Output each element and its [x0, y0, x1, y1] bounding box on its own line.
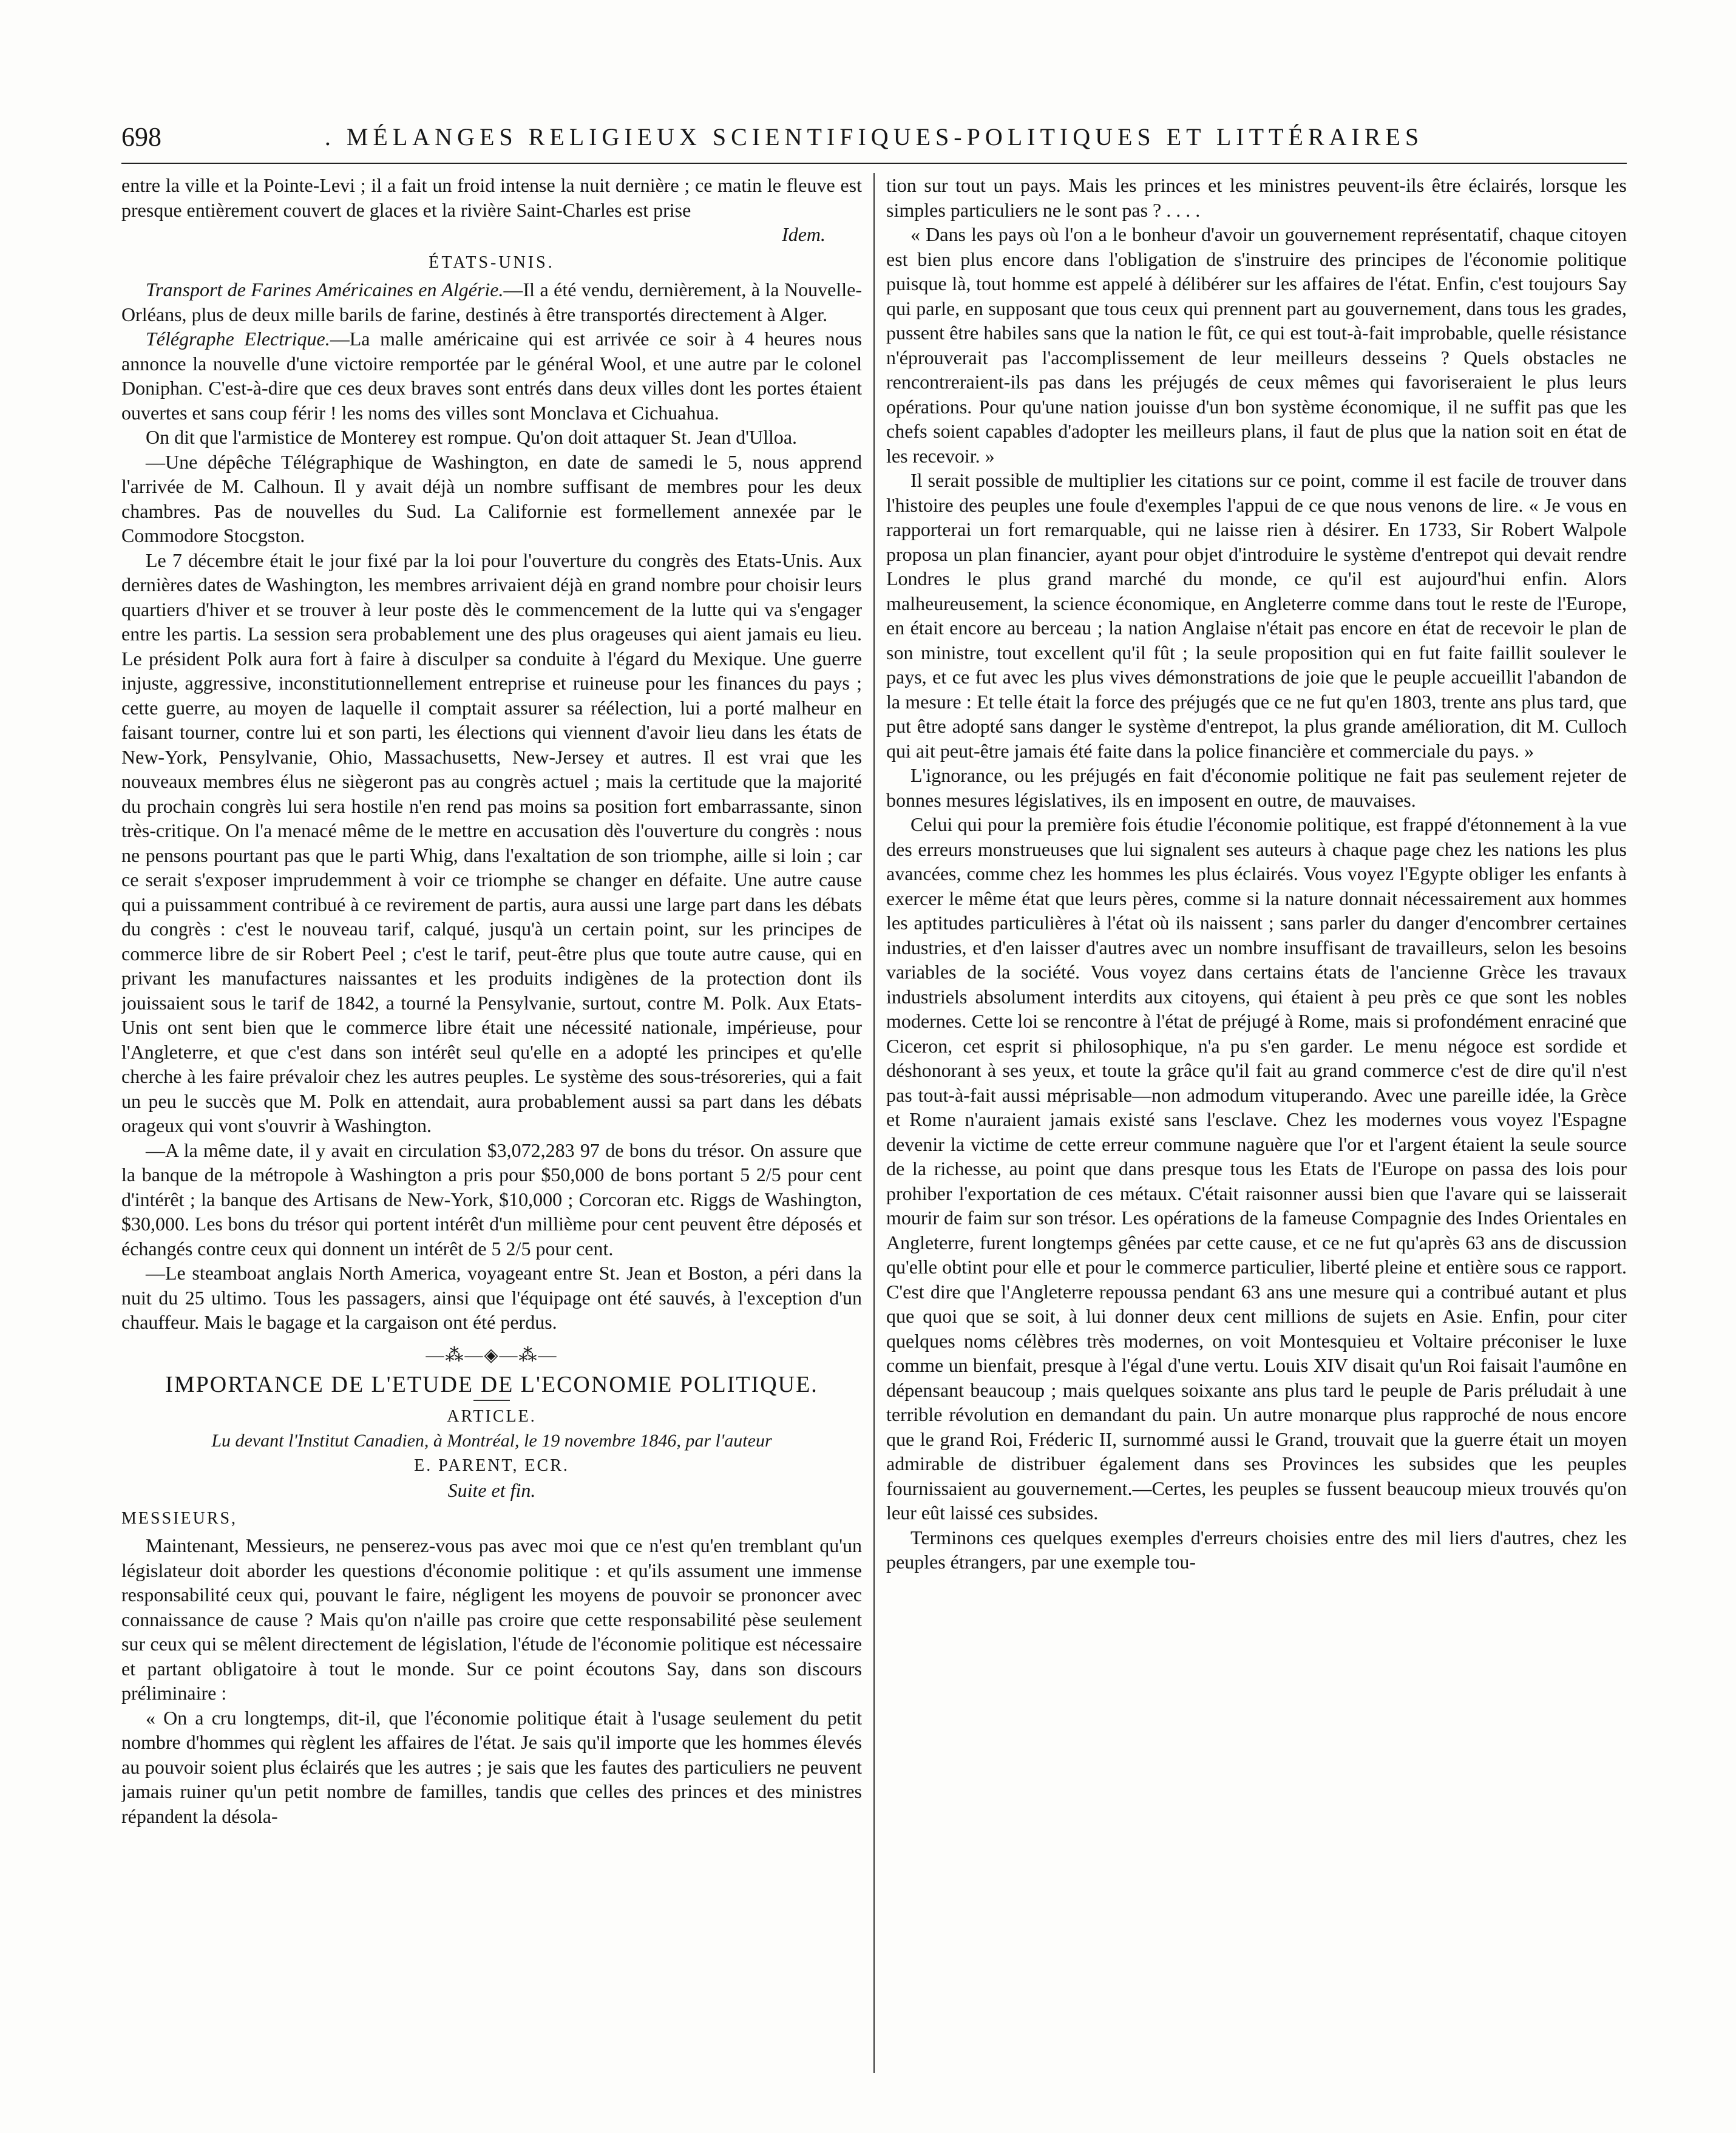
salutation: MESSIEURS,	[121, 1508, 238, 1528]
left-column	[121, 173, 862, 2073]
column-divider	[873, 173, 875, 2073]
paragraph: Le 7 décembre était le jour fixé par la loi pour l'ouverture du congrès des Etats-Unis. Aux dernières dates de Washington, les membres arrivaient déjà en grand nombre pour choisir leurs quartiers d'hiver et se trouver à leur poste dès le commencement de la lutte qui va s'engager entre les partis. La session sera probablement une des plus orageuses qui aient jamais eu lieu. Le président Polk aura fort à faire à disculper sa conduite à l'égard du Mexique. Une guerre injuste, aggressive, inconstitutionnellement entreprise et ruineuse pour les finances du pays ; cette guerre, au moyen de laquelle il comptait assurer sa réélection, lui a porté malheur en faisant tourner, contre lui et son parti, les élections qui viennent d'avoir lieu dans les états de New-York, Pensylvanie, Ohio, Massachusetts, New-Jersey et autres. Il est vrai que les nouveaux membres élus ne siègeront pas au congrès actuel ; mais la certitude que la majorité du prochain congrès lui sera hostile n'en rend pas moins sa position fort embarrassante, sinon très-critique. On l'a menacé même de le mettre en accusation dès l'ouverture du congrès : nous ne pensons pourtant pas que le parti Whig, dans l'exaltation de son triomphe, aille si loin ; car ce serait s'exposer imprudemment à voir ce triomphe se changer en défaite. Une autre cause qui a puissamment contribué à ce revirement de partis, aura aussi une large part dans les débats du congrès : c'est le nouveau tarif, calqué, jusqu'à un certain point, sur les principes de commerce libre de sir Robert Peel ; c'est le tarif, peut-être plus que toute autre cause, qui en privant les manufactures naissantes et les produits indigènes de la protection dont ils jouissaient sous le tarif de 1842, a tourné la Pensylvanie, surtout, contre M. Polk. Aux Etats-Unis ont sent bien que le commerce libre était une nécessité nationale, impérieuse, pour l'Angleterre, et que c'est dans son intérêt seul qu'elle en a adopté les principes et qu'elle cherche à les faire prévaloir chez les autres peuples. Le système des sous-trésoreries, qui a fait un peu le succès que M. Polk en attendait, aura probablement aussi sa part dans les débats orageux qui vont s'ouvrir à Washington.	[121, 549, 862, 1136]
paragraph: « On a cru longtemps, dit-il, que l'économie politique était à l'usage seulement du petit nombre d'hommes qui règlent les affaires de l'état. Je sais qu'il importe que les hommes élevés au pouvoir soient plus éclairés que les autres ; je sais que les fautes des particuliers ne peuvent jamais ruiner qu'un petit nombre de familles, tandis que celles des princes et des ministres répandent la désola-	[121, 1706, 862, 1827]
page-number: 698	[121, 122, 161, 152]
article-label: ARTICLE.	[447, 1406, 537, 1426]
paragraph: —A la même date, il y avait en circulation $3,072,283 97 de bons du trésor. On assure que la banque de la métropole à Washington a pris pour $50,000 de bons portant 5 2/5 pour cent d'intérêt ; la banque des Artisans de New-York, $10,000 ; Corcoran etc. Riggs de Washington, $30,000. Les bons du trésor qui portent intérêt d'un millième pour cent peuvent être déposés et échangés contre ceux qui donnent un intérêt de 5 2/5 pour cent.	[121, 1139, 862, 1260]
article-byline: Lu devant l'Institut Canadien, à Montréal, le 19 novembre 1846, par l'auteur	[211, 1431, 772, 1451]
paragraph: Maintenant, Messieurs, ne penserez-vous pas avec moi que ce n'est qu'en tremblant qu'un législateur doit aborder les questions d'économie politique : et qu'ils assument une immense responsabilité ceux qui, pouvant le faire, négligent les moyens de pouvoir se prononcer avec connaissance de cause ? Mais qu'on n'aille pas croire que cette responsabilité pèse seulement sur ceux qui se mêlent directement de législation, l'étude de l'économie politique est nécessaire et partant obligatoire à tout le monde. Sur ce point écoutons Say, dans son discours préliminaire :	[121, 1534, 862, 1704]
paragraph: « Dans les pays où l'on a le bonheur d'avoir un gouvernement représentatif, chaque citoyen est bien plus encore dans l'obligation de s'instruire des principes de l'économie politique puisque là, tout homme est appelé à délibérer sur les affaires de l'état. Enfin, c'est toujours Say qui parle, en supposant que tous ceux qui prennent part au gouvernement, dans tous les grades, pussent être habiles sans que la nation le fût, ce qui est tout-à-fait improbable, quelle résistance n'éprouverait pas l'accomplissement de leur meilleurs desseins ? Quels obstacles ne rencontreraient-ils pas dans les préjugés de ceux mêmes qui favoriseraient le plus leurs opérations. Pour qu'une nation jouisse d'un bon système économique, il ne suffit pas que les chefs soient capables d'adopter les meilleurs plans, il faut de plus que la nation soit en état de les recevoir. »	[886, 223, 1627, 467]
header-rule	[121, 163, 1627, 164]
ornament-divider: —⁂—◈—⁂—	[426, 1345, 558, 1365]
news-item	[121, 277, 862, 327]
paragraph: —Le steamboat anglais North America, voyageant entre St. Jean et Boston, a péri dans la nuit du 25 ultimo. Tous les passagers, ainsi que l'équipage ont été sauvés, à l'exception d'un chauffeur. Mais le bagage et la cargaison ont été perdus.	[121, 1262, 862, 1333]
news-item	[121, 327, 862, 425]
article-author: E. PARENT, ECR.	[414, 1456, 569, 1475]
paragraph: tion sur tout un pays. Mais les princes et les ministres peuvent-ils être éclairés, lorsque les simples particuliers ne le sont pas ? . . . .	[886, 174, 1627, 221]
paragraph: L'ignorance, ou les préjugés en fait d'économie politique ne fait pas seulement rejeter de bonnes mesures législatives, ils en imposent en outre, de mauvaises.	[886, 764, 1627, 811]
running-title: . MÉLANGES RELIGIEUX SCIENTIFIQUES-POLITIQUES ET LITTÉRAIRES	[324, 123, 1424, 151]
section-heading: ÉTATS-UNIS.	[429, 253, 555, 272]
article-title: IMPORTANCE DE L'ETUDE DE L'ECONOMIE POLITIQUE.	[165, 1372, 818, 1397]
news-item-lead: Télégraphe Electrique.	[146, 328, 330, 350]
paragraph: —Une dépêche Télégraphique de Washington, en date de samedi le 5, nous apprend l'arrivée de M. Calhoun. Il y avait déjà un nombre suffisant de membres pour les deux chambres. Pas de nouvelles du Sud. La Californie est formellement annexée par le Commodore Stocgston.	[121, 450, 862, 546]
page-header	[121, 121, 1627, 164]
paragraph: Terminons ces quelques exemples d'erreurs choisies entre des mil liers d'autres, chez les peuples étrangers, par une exemple tou-	[886, 1526, 1627, 1573]
short-rule	[473, 1400, 510, 1401]
paragraph: On dit que l'armistice de Monterey est rompue. Qu'on doit attaquer St. Jean d'Ulloa.	[146, 426, 798, 448]
source-attribution: Idem.	[782, 223, 826, 245]
news-item-text: —Il a été vendu, dernièrement, à la Nouvelle-Orléans, plus de deux mille barils de farine, destinés à être transportés directement à Alger.	[121, 279, 862, 325]
news-item-lead: Transport de Farines Américaines en Algérie.	[146, 279, 504, 300]
paragraph: Il serait possible de multiplier les citations sur ce point, comme il est facile de trouver dans l'histoire des peuples une foule d'exemples l'appui de ce que nous venons de lire. « Je vous en rapporterai un fort remarquable, qui ne laisse rien à désirer. En 1733, Sir Robert Walpole proposa un plan financier, ayant pour objet d'introduire le système d'entrepot qui devait rendre Londres le plus grand marché du monde, ce qu'il est aujourd'hui enfin. Alors malheureusement, la science économique, en Angleterre comme dans tout le reste de l'Europe, en était encore au berceau ; la nation Anglaise n'était pas encore en état de recevoir le plan de son ministre, tout excellent qu'il fût ; la seule proposition qui en fut faite faillit soulever le pays, et ce fut avec les plus vives démonstrations de joie que le peuple accueillit l'abandon de la mesure : Et telle était la force des préjugés que ce ne fut qu'en 1803, trente ans plus tard, que put être adopté sans danger le système d'entrepot, la plus grande amélioration, dit M. Culloch qui ait peut-être jamais été faite dans la police financière et commerciale du pays. »	[886, 469, 1627, 762]
article-suite: Suite et fin.	[447, 1479, 536, 1501]
paragraph: Celui qui pour la première fois étudie l'économie politique, est frappé d'étonnement à la vue des erreurs monstrueuses que lui signalent ses auteurs à chaque page chez les nations les plus avancées, comme chez les hommes les plus éclairés. Vous voyez l'Egypte obliger les enfants à exercer le même état que leurs pères, comme si la nature donnait nécessairement aux hommes les aptitudes particulières à l'état où ils naissent ; sans parler du danger d'encombrer certaines industries, et d'en laisser d'autres avec un nombre insuffisant de travailleurs, selon les besoins variables de la société. Vous voyez dans certains états de l'ancienne Grèce les travaux industriels absolument interdits aux citoyens, qui étaient à peu près ce que sont les nobles modernes. Cette loi se rencontre à l'état de préjugé à Rome, mais si profondément enraciné que Ciceron, cet esprit si philosophique, n'a pu s'en garder. Le menu négoce est sordide et déshonorant à ses yeux, et toute la grâce qu'il fait au grand commerce c'est de dire qu'il n'est pas tout-à-fait aussi méprisable—non admodum vituperando. Avec une pareille idée, la Grèce et Rome n'auraient jamais existé sans l'esclave. Chez les modernes vous voyez l'Espagne devenir la victime de cette erreur commune naguère que l'or et l'argent étaient la seule source de la richesse, au point que dans presque tous les Etats de l'Europe on passa des lois pour prohiber l'exportation de ces métaux. C'était raisonner aussi bien que l'avare qui se laisserait mourir de faim sur son trésor. Les opérations de la fameuse Compagnie des Indes Orientales en Angleterre, furent longtemps gênées par cette cause, et ce ne fut qu'après 63 ans de discussion qu'elle obtint pour elle et pour le commerce particulier, liberté pleine et entière sous ce rapport. C'est dire que l'Angleterre repoussa pendant 63 ans une mesure qui a contribué autant et plus que quoi que se soit, à lui donner deux cent millions de sujets en Asie. Enfin, pour citer quelques noms célèbres très modernes, on voit Montesquieu et Voltaire préconiser le luxe comme un bienfait, presque à l'égal d'une vertu. Louis XIV disait qu'un Roi faisait l'aumône en dépensant beaucoup ; mais quelques soixante ans plus tard le peuple de Paris préludait à une terrible révolution en demandant du pain. Un autre monarque plus rapproché de nous encore que le grand Roi, Fréderic II, surnommé aussi le Grand, trouvait que la guerre était un moyen admirable de distribuer également dans ses Provinces les subsides que les peuples fournissaient au gouvernement.—Certes, les peuples se fussent beaucoup mieux trouvés qu'on leur eût laissé ces subsides.	[886, 813, 1627, 1524]
right-column	[886, 173, 1627, 2073]
paragraph-text: entre la ville et la Pointe-Levi ; il a fait un froid intense la nuit dernière ; ce matin le fleuve est presque entièrement couvert de glaces et la rivière Saint-Charles est prise	[121, 174, 862, 221]
news-item-text: —La malle américaine qui est arrivée ce soir à 4 heures nous annonce la nouvelle d'une victoire remportée par le général Wool, et une autre par le colonel Doniphan. C'est-à-dire que ces deux braves sont entrés dans deux villes dont les portes étaient ouvertes et sans coup férir ! les noms des villes sont Monclava et Cichuahua.	[121, 328, 862, 424]
paragraph	[121, 173, 862, 222]
